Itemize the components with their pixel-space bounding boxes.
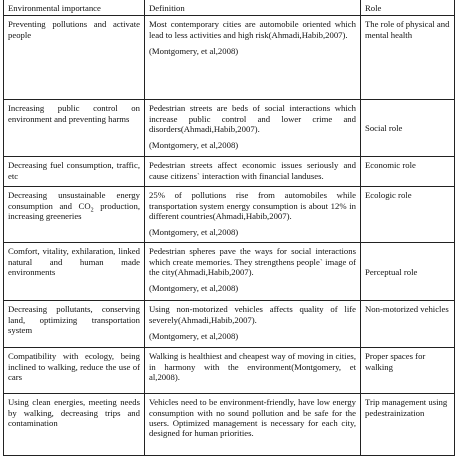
definition-cell [145,243,361,301]
importance-cell: Comfort, vitality, exhilaration, linked natural and human made environments [4,243,145,301]
definition-text: Using non-motorized vehicles affects quality of life severely(Ahmadi,Habib,2007). [149,304,356,325]
header-role: Role [361,0,455,16]
citation-text: (Montgomery, et al,2008) [149,330,239,341]
definition-cell [145,394,361,456]
role-cell: Perceptual role [361,243,455,301]
table-row [4,394,455,456]
importance-cell: Decreasing pollutants, conserving land, optimizing transportation system [4,301,145,348]
importance-cell: Decreasing fuel consumption, traffic, etc [4,157,145,187]
header-definition: Definition [145,0,361,16]
table-row [4,243,455,301]
citation-text: (Montgomery, et al,2008) [149,45,239,56]
definition-text: Walking is healthiest and cheapest way of moving in cities, in harmony with the environment(Montgomery, et al,2008). [149,351,356,382]
importance-cell: Compatibility with ecology, being inclined to walking, reduce the use of cars [4,348,145,394]
role-cell: Social role [361,100,455,157]
importance-cell: Using clean energies, meeting needs by walking, decreasing trips and contamination [4,394,145,456]
role-cell: Ecologic role [361,187,455,243]
citation-text: (Montgomery, et al,2008) [149,227,239,238]
citation-text: (Montgomery, et al,2008) [149,283,239,294]
header-importance: Environmental importance [4,0,145,16]
role-cell: Economic role [361,157,455,187]
definition-text: Most contemporary cities are automobile oriented which lead to less activities and high risk(Ahmadi,Habib,2007). [149,19,356,40]
role-cell: Proper spaces for walking [361,348,455,394]
role-cell: The role of physical and mental health [361,16,455,100]
importance-cell: Increasing public control on environment and preventing harms [4,100,145,157]
table-row [4,187,455,243]
definition-text: Vehicles need to be environment-friendly, have low energy consumption with no sound pollution and be safe for the users. Optimized management is necessary for each city, designed for human priorities. [149,397,356,439]
importance-cell [4,187,145,243]
table-row [4,16,455,100]
table-row [4,157,455,187]
table-header-row [4,0,455,16]
citation-text: (Montgomery, et al,2008) [149,140,239,151]
definition-cell [145,187,361,243]
table-row [4,100,455,157]
table-row [4,301,455,348]
environmental-importance-table [3,0,455,456]
importance-text: Decreasing unsustainable energy consumption and CO [8,190,140,211]
definition-cell [145,16,361,100]
definition-cell [145,100,361,157]
definition-text: Pedestrian streets affect economic issues seriously and cause citizens` interaction with financial landuses. [149,160,356,181]
role-cell: Non-motorized vehicles [361,301,455,348]
importance-cell: Preventing pollutions and activate people [4,16,145,100]
definition-cell [145,157,361,187]
definition-cell [145,301,361,348]
importance-subscript: 2 [90,207,94,214]
definition-cell [145,348,361,394]
definition-text: Pedestrian spheres pave the ways for social interactions which create memories. They strengthens people` image of the city(Ahmadi,Habib,2007). [149,246,356,277]
importance-text-tail: production, increasing greeneries [8,200,140,221]
table-row [4,348,455,394]
definition-text: 25% of pollutions rise from automobiles while transportation system energy consumption is about 12% in different countries(Ahmadi,Habib,2007). [149,190,356,221]
role-cell: Trip management using pedestrainization [361,394,455,456]
definition-text: Pedestrian streets are beds of social interactions which increase public control and lower crime and disorders(Ahmadi,Habib,2007). [149,103,356,134]
